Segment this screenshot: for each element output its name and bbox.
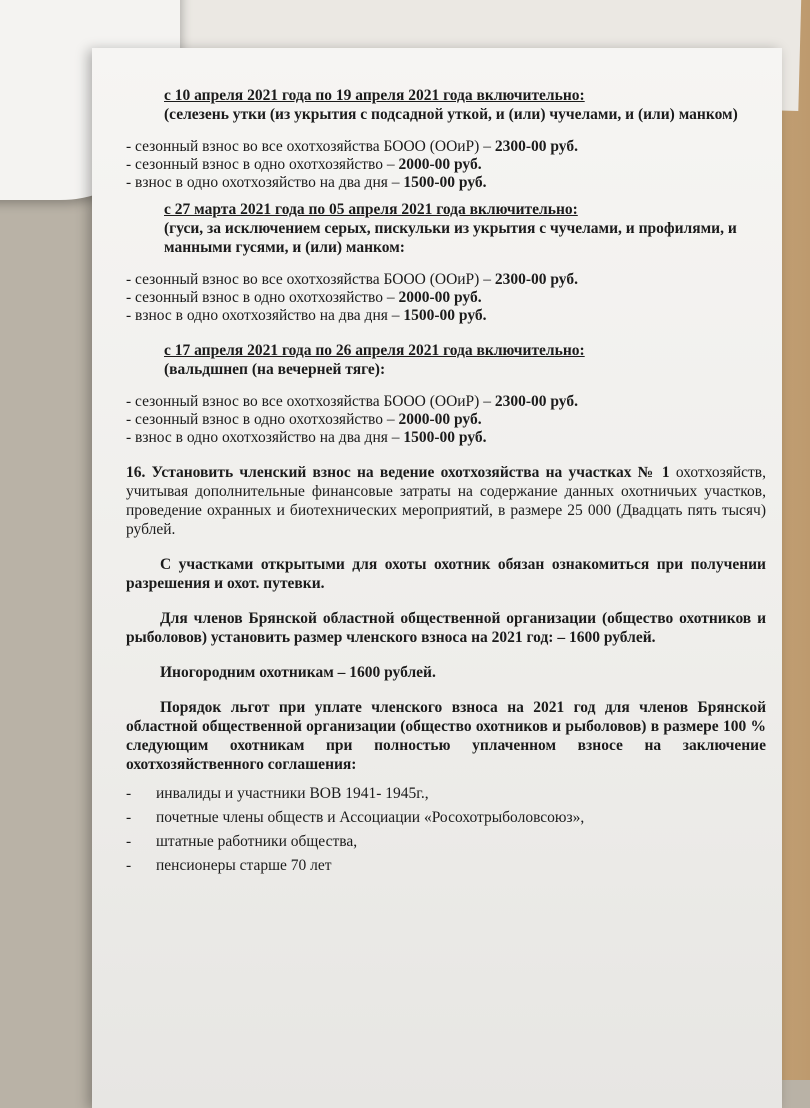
members-fee-note: Для членов Брянской областной общественной организации (общество охотников и рыболовов) установить размер членского взноса на 2021 год: – 1600 рублей. xyxy=(126,610,766,646)
period-subtitle: (вальдшнеп (на вечерней тяге): xyxy=(164,361,386,378)
fee-item: - сезонный взнос в одно охотхозяйство – 2000-00 руб. xyxy=(126,411,482,428)
fee-item: - сезонный взнос в одно охотхозяйство – 2000-00 руб. xyxy=(126,289,482,306)
period-subtitle: (гуси, за исключением серых, пискульки из укрытия с чучелами, и профилями, и манными гусями, и (или) манком: xyxy=(164,220,737,256)
fee-item: - взнос в одно охотхозяйство на два дня – 1500-00 руб. xyxy=(126,174,487,191)
document-content xyxy=(126,86,766,878)
beneficiaries-list xyxy=(126,782,766,878)
fee-list xyxy=(126,393,766,447)
period-section-woodcock xyxy=(126,341,766,447)
list-item: - пенсионеры старше 70 лет xyxy=(126,857,332,874)
fee-item: - сезонный взнос во все охотхозяйства БООО (ООиР) – 2300-00 руб. xyxy=(126,271,578,288)
item-16-lead: 16. Установить членский взнос на ведение охотхозяйства на участках № 1 xyxy=(126,464,670,481)
benefits-note: Порядок льгот при уплате членского взноса на 2021 год для членов Брянской областной общественной организации (общество охотников и рыболовов) в размере 100 % следующим охотникам при полностью уплаченном взносе на заключение охотхозяйственного соглашения: xyxy=(126,699,766,773)
period-heading: с 10 апреля 2021 года по 19 апреля 2021 года включительно: xyxy=(164,87,585,104)
fee-item: - взнос в одно охотхозяйство на два дня – 1500-00 руб. xyxy=(126,429,487,446)
period-heading: с 27 марта 2021 года по 05 апреля 2021 года включительно: xyxy=(164,201,578,218)
fee-list xyxy=(126,138,766,192)
fee-item: - сезонный взнос во все охотхозяйства БООО (ООиР) – 2300-00 руб. xyxy=(126,138,578,155)
fee-item: - взнос в одно охотхозяйство на два дня – 1500-00 руб. xyxy=(126,307,487,324)
item-16-text: охотхозяйств, учитывая дополнительные финансовые затраты на содержание данных охотничьих участков, проведение охранных и биотехнических мероприятий, в размере 25 000 (Двадцать пять тысяч) рублей. xyxy=(126,464,766,538)
list-item: - почетные члены обществ и Ассоциации «Росохотрыболовсоюз», xyxy=(126,809,585,826)
fee-list xyxy=(126,271,766,325)
item-16-paragraph xyxy=(126,463,766,539)
period-heading: с 17 апреля 2021 года по 26 апреля 2021 года включительно: xyxy=(164,342,585,359)
period-subtitle: (селезень утки (из укрытия с подсадной уткой, и (или) чучелами, и (или) манком) xyxy=(164,106,738,123)
list-item: - штатные работники общества, xyxy=(126,833,358,850)
period-section-ducks xyxy=(126,86,766,192)
document-page xyxy=(92,48,782,1108)
areas-note: С участками открытыми для охоты охотник обязан ознакомиться при получении разрешения и охот. путевки. xyxy=(126,556,766,592)
list-item: - инвалиды и участники ВОВ 1941- 1945г., xyxy=(126,785,429,802)
nonresident-fee-note: Иногородним охотникам – 1600 рублей. xyxy=(160,664,436,681)
period-section-geese xyxy=(126,200,766,325)
fee-item: - сезонный взнос во все охотхозяйства БООО (ООиР) – 2300-00 руб. xyxy=(126,393,578,410)
fee-item: - сезонный взнос в одно охотхозяйство – 2000-00 руб. xyxy=(126,156,482,173)
